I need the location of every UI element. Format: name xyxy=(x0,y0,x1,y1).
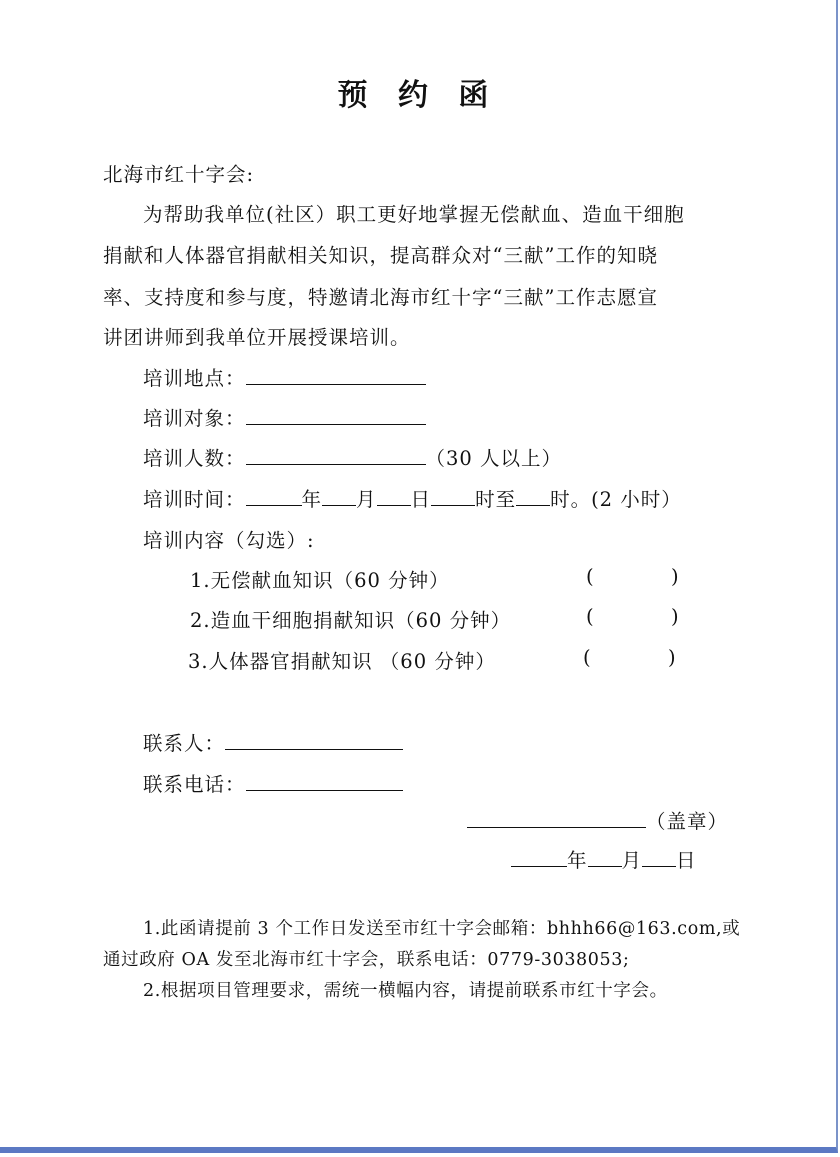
option-check-close: ) xyxy=(671,605,679,628)
count-row xyxy=(143,443,562,471)
target-row xyxy=(143,403,426,431)
count-label: 培训人数： xyxy=(143,447,246,470)
contact-person-row xyxy=(143,728,403,756)
body-line: 讲团讲师到我单位开展授课培训。 xyxy=(103,326,411,349)
month-blank xyxy=(322,487,356,506)
seal-label: （盖章） xyxy=(646,810,729,833)
seal-month-blank xyxy=(588,848,622,867)
hour-start-blank xyxy=(431,487,475,506)
document-title: 预 约 函 xyxy=(337,78,499,113)
seal-year-text: 年 xyxy=(567,849,588,872)
target-blank xyxy=(246,406,426,425)
seal-blank xyxy=(467,809,646,828)
location-label: 培训地点： xyxy=(143,367,246,390)
contact-phone-row xyxy=(143,769,403,797)
option-label: 3.人体器官捐献知识 （60 分钟） xyxy=(188,650,496,673)
body-line: 率、支持度和参与度，特邀请北海市红十字“三献”工作志愿宣 xyxy=(103,286,658,309)
contact-person-blank xyxy=(225,731,403,750)
location-row xyxy=(143,363,426,391)
body-line: 为帮助我单位(社区）职工更好地掌握无偿献血、造血干细胞 xyxy=(143,203,685,226)
note-line: 2.根据项目管理要求，需统一横幅内容，请提前联系市红十字会。 xyxy=(143,981,668,1001)
hour-end-text: 时。(2 小时） xyxy=(550,488,682,511)
option-check-close: ) xyxy=(671,565,679,588)
note-line: 通过政府 OA 发至北海市红十字会，联系电话：0779-3038053; xyxy=(103,950,630,970)
seal-month-text: 月 xyxy=(621,849,643,872)
month-text: 月 xyxy=(356,488,377,511)
option-check-close: ) xyxy=(668,646,676,669)
day-blank xyxy=(377,487,411,506)
hour-end-blank xyxy=(516,487,550,506)
content-label: 培训内容（勾选）: xyxy=(143,529,315,552)
location-blank xyxy=(246,366,426,385)
body-line: 捐献和人体器官捐献相关知识，提高群众对“三献”工作的知晓 xyxy=(103,244,658,267)
year-text: 年 xyxy=(301,488,323,511)
seal-year-blank xyxy=(511,848,567,867)
seal-row xyxy=(467,806,728,834)
salutation: 北海市红十字会: xyxy=(103,163,255,186)
option-check-open[interactable]: ( xyxy=(586,605,594,628)
option-label: 2.造血干细胞捐献知识（60 分钟） xyxy=(190,609,512,632)
option-label: 1.无偿献血知识（60 分钟） xyxy=(190,569,450,592)
hour-to-text: 时至 xyxy=(475,488,517,511)
year-blank xyxy=(246,487,302,506)
time-label: 培训时间： xyxy=(143,488,246,511)
count-note: （30 人以上） xyxy=(425,447,563,470)
day-text: 日 xyxy=(410,488,432,511)
seal-date-row xyxy=(511,845,697,873)
time-row xyxy=(143,484,682,512)
count-blank xyxy=(246,446,426,465)
note-line: 1.此函请提前 3 个工作日发送至市红十字会邮箱：bhhh66@163.com,或 xyxy=(143,919,741,939)
seal-day-blank xyxy=(642,848,676,867)
contact-person-label: 联系人： xyxy=(143,732,226,755)
target-label: 培训对象： xyxy=(143,407,246,430)
option-check-open[interactable]: ( xyxy=(583,646,591,669)
contact-phone-blank xyxy=(246,772,403,791)
seal-day-text: 日 xyxy=(676,849,697,872)
contact-phone-label: 联系电话： xyxy=(143,773,246,796)
option-check-open[interactable]: ( xyxy=(586,565,594,588)
